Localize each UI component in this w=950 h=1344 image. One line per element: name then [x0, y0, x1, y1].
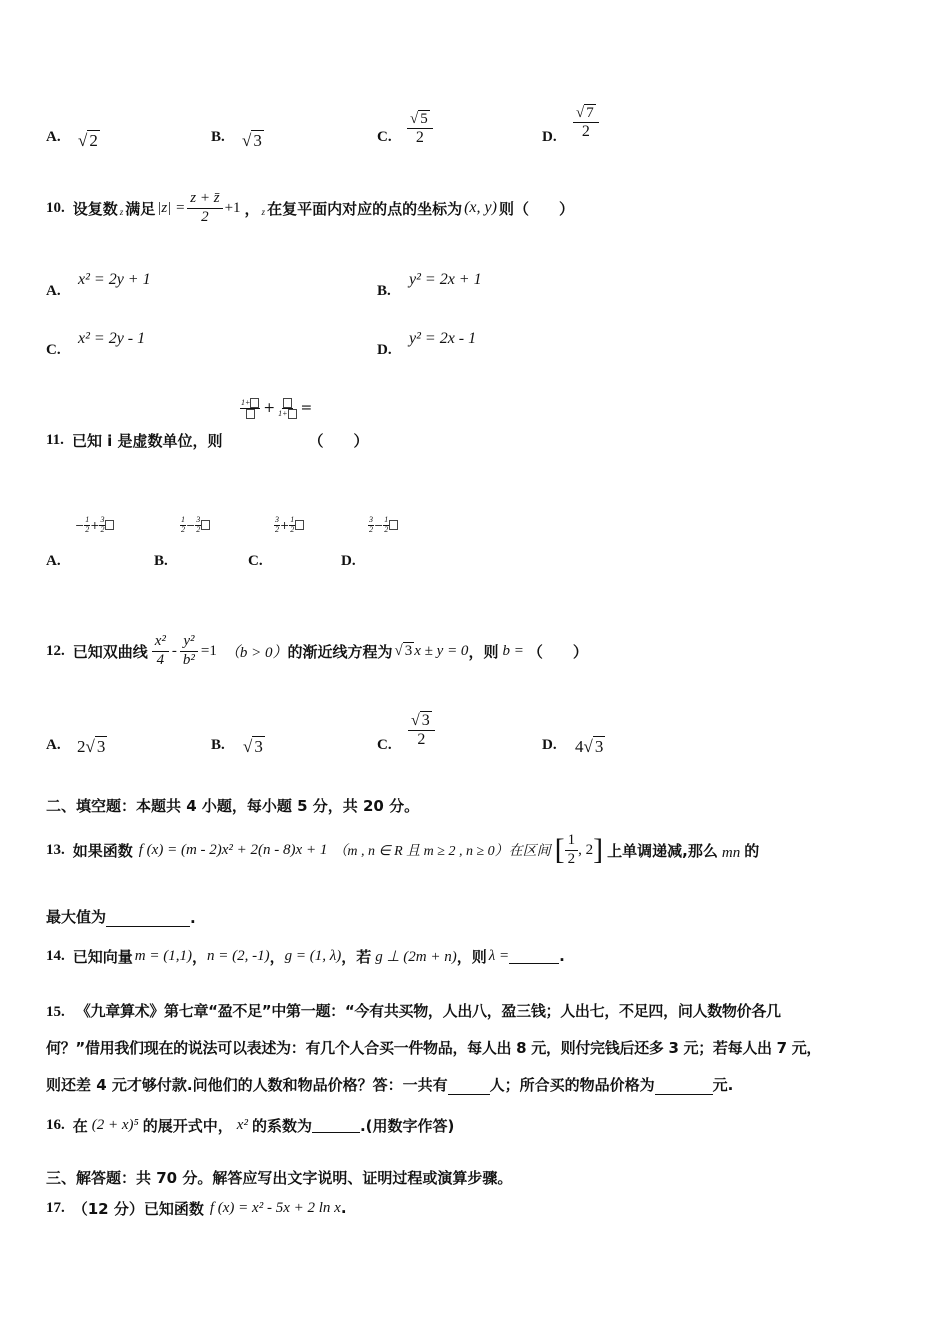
- q10-option-c-expr: x² = 2y - 1: [78, 330, 146, 347]
- q12-text3: ，则: [468, 642, 499, 661]
- q9-option-d-value: $\frac{√ 7}{2}$: [573, 104, 599, 142]
- q13-interval-end: , 2: [578, 841, 594, 858]
- question-12: 12. 已知双曲线 $\frac{\text{x²}}{4}$ - $\frac{\text{y²}}{\text{b²}}$ =1 （b > 0） 的渐近线方程为 √ 3 x ± y = 0 ，则 b = （ ）: [46, 633, 588, 668]
- q12-option-b-value: √ 3: [243, 737, 263, 756]
- q10-text2: 满足: [125, 199, 156, 218]
- q15-line3: [46, 1074, 733, 1095]
- q14-g-vector: g = (1, λ): [284, 947, 342, 964]
- q11-paren: （ ）: [308, 432, 369, 450]
- q13-end: .: [190, 909, 196, 927]
- q13-text3: 上单调递减,那么: [607, 841, 718, 860]
- q10-comma: ，: [244, 199, 260, 218]
- q16-answer-blank[interactable]: [312, 1118, 360, 1133]
- q14-answer-blank[interactable]: [509, 949, 559, 964]
- q13-mn: mn: [721, 844, 741, 861]
- q12-asymptote: x ± y = 0: [414, 642, 469, 659]
- question-11: [46, 430, 369, 451]
- q16-number: 16.: [46, 1116, 65, 1133]
- q13-number: 13.: [46, 841, 65, 858]
- q10-option-d-label: D.: [377, 342, 392, 358]
- q14-end: .: [559, 947, 565, 965]
- q12-frac-x: $\frac{\text{x²}}{4}$: [152, 633, 169, 669]
- q10-option-a-expr: x² = 2y + 1: [78, 271, 151, 288]
- q11-text: 已知 i 是虚数单位，则: [71, 432, 223, 450]
- q11-expression: 1+ + 1+ =: [241, 397, 313, 418]
- q11-option-c-expr: 3 2 + 1 2: [274, 516, 304, 535]
- q14-text2: ，若: [341, 947, 372, 966]
- q10-option-b-label: B.: [377, 283, 391, 299]
- q11-option-b-expr: 1 2 − 3 2: [180, 516, 210, 535]
- q15-answer-blank-people[interactable]: [448, 1080, 490, 1095]
- q13-text4: 的: [744, 841, 760, 860]
- q12-text1: 已知双曲线: [72, 642, 148, 661]
- q16-text1: 在: [72, 1116, 88, 1135]
- q13-text2: （m , n ∈ R 且 m ≥ 2 , n ≥ 0）在区间: [333, 844, 551, 859]
- q12-frac-y: $\frac{\text{y²}}{\text{b²}}$: [180, 633, 198, 669]
- q13-line2: [46, 906, 196, 927]
- q16-expr: (2 + x)⁵: [91, 1116, 139, 1133]
- section-2-heading: 二、填空题：本题共 4 小题，每小题 5 分，共 20 分。: [46, 797, 420, 815]
- q9-option-d-label: D.: [542, 129, 557, 145]
- q13-interval-frac: $\frac{1}{2}$: [565, 832, 579, 868]
- q15-line3a: 则还差 4 元才够付款.问他们的人数和物品价格？答：一共有: [46, 1076, 448, 1094]
- q17-end: .: [340, 1199, 347, 1217]
- q9-option-c-label: C.: [377, 129, 392, 145]
- question-13: 13. 如果函数 f (x) = (m - 2)x² + 2(n - 8)x + 1 （m , n ∈ R 且 m ≥ 2 , n ≥ 0）在区间 [ $\frac{1}{2}$ , 2 ] 上单调递减,那么 mn 的: [46, 832, 760, 867]
- q10-z2: z: [261, 207, 266, 217]
- q17-function: f (x) = x² - 5x + 2 ln x: [209, 1199, 341, 1216]
- q11-option-b-label: B.: [154, 553, 168, 569]
- q13-text1: 如果函数: [72, 841, 133, 860]
- question-16: [46, 1108, 454, 1142]
- question-14: 14. 已知向量 m = (1,1) ， n = (2, -1) ， g = (1, λ) ，若 g ⊥ (2m + n) ，则 λ = .: [46, 947, 565, 966]
- q13-line2-text: 最大值为: [46, 908, 107, 926]
- q15-line1: 《九章算术》第七章“盈不足”中第一题：“今有共买物，人出八，盈三钱；人出七，不足四，问人数物价各几: [75, 1002, 781, 1020]
- q10-eq-lhs: |z| =: [157, 199, 186, 216]
- q12-option-d-label: D.: [542, 737, 557, 753]
- q10-fraction: $\frac{z + z̄}{2}$: [187, 190, 222, 226]
- q12-b-eq: b =: [502, 642, 524, 659]
- q13-answer-blank[interactable]: [106, 912, 190, 927]
- q12-option-d-value: 4√ 3: [575, 737, 604, 756]
- question-17: [46, 1192, 347, 1224]
- q11-option-d-label: D.: [341, 553, 356, 569]
- q10-text3: 在复平面内对应的点的坐标为: [267, 199, 463, 218]
- q14-text: 已知向量: [72, 947, 133, 966]
- q11-option-c-label: C.: [248, 553, 263, 569]
- q16-text4: .(用数字作答): [359, 1116, 455, 1135]
- q14-lambda: λ =: [488, 947, 510, 964]
- q16-text2: 的展开式中，: [142, 1116, 233, 1135]
- q10-coord: (x, y): [464, 199, 497, 216]
- q11-number: 11.: [46, 432, 64, 448]
- q10-option-b-expr: y² = 2x + 1: [409, 271, 482, 288]
- q12-text2: 的渐近线方程为: [287, 642, 393, 661]
- q17-number: 17.: [46, 1199, 65, 1216]
- q16-x2: x²: [236, 1116, 248, 1133]
- q9-option-b-label: B.: [211, 129, 225, 145]
- q15-answer-blank-price[interactable]: [655, 1080, 713, 1095]
- q15-number: 15.: [46, 1004, 65, 1020]
- q15-line3c: 元.: [712, 1076, 734, 1094]
- q10-text4: 则（ ）: [498, 199, 574, 218]
- q14-number: 14.: [46, 947, 65, 964]
- section-3-heading: 三、解答题：共 70 分。解答应写出文字说明、证明过程或演算步骤。: [46, 1169, 513, 1187]
- q16-text3: 的系数为: [251, 1116, 312, 1135]
- q12-condition: （b > 0）: [224, 644, 288, 661]
- q15-line3b: 人；所合买的物品价格为: [489, 1076, 655, 1094]
- q9-option-a-label: A.: [46, 129, 61, 145]
- q12-number: 12.: [46, 642, 65, 659]
- q9-option-a-value: √ 2: [78, 131, 98, 150]
- question-10: [46, 188, 574, 228]
- q10-option-c-label: C.: [46, 342, 61, 358]
- q12-option-a-label: A.: [46, 737, 61, 753]
- q11-option-a-expr: − 1 2 + 3 2: [75, 516, 114, 535]
- q12-option-c-label: C.: [377, 737, 392, 753]
- q12-option-b-label: B.: [211, 737, 225, 753]
- q12-option-a-value: 2√ 3: [77, 737, 106, 756]
- q11-option-d-expr: 3 2 − 1 2: [368, 516, 398, 535]
- q17-points: （12 分）已知函数: [72, 1199, 204, 1218]
- question-15-line1: [46, 1000, 781, 1021]
- q12-option-c-value: $\frac{√ 3}{2}$: [408, 712, 435, 750]
- q14-m-vector: m = (1,1): [134, 947, 192, 964]
- q10-option-d-expr: y² = 2x - 1: [409, 330, 477, 347]
- q10-number: 10.: [46, 199, 65, 216]
- q14-n-vector: n = (2, -1): [206, 947, 270, 964]
- q11-option-a-label: A.: [46, 553, 61, 569]
- q12-paren: （ ）: [527, 642, 588, 661]
- q9-option-c-value: $\frac{√ 5}{2}$: [407, 110, 433, 148]
- q14-text3: ，则: [456, 947, 487, 966]
- q10-z: z: [119, 207, 124, 217]
- q15-line2: 何？”借用我们现在的说法可以表述为：有几个人合买一件物品，每人出 8 元，则付完钱后还多 3 元；若每人出 7 元，: [46, 1039, 822, 1057]
- q9-option-b-value: √ 3: [242, 131, 262, 150]
- q10-eq-tail: +1: [224, 199, 241, 216]
- q10-text1: 设复数: [72, 199, 118, 218]
- q14-perp: g ⊥ (2m + n): [375, 948, 457, 965]
- q10-option-a-label: A.: [46, 283, 61, 299]
- q13-function: f (x) = (m - 2)x² + 2(n - 8)x + 1: [138, 841, 328, 858]
